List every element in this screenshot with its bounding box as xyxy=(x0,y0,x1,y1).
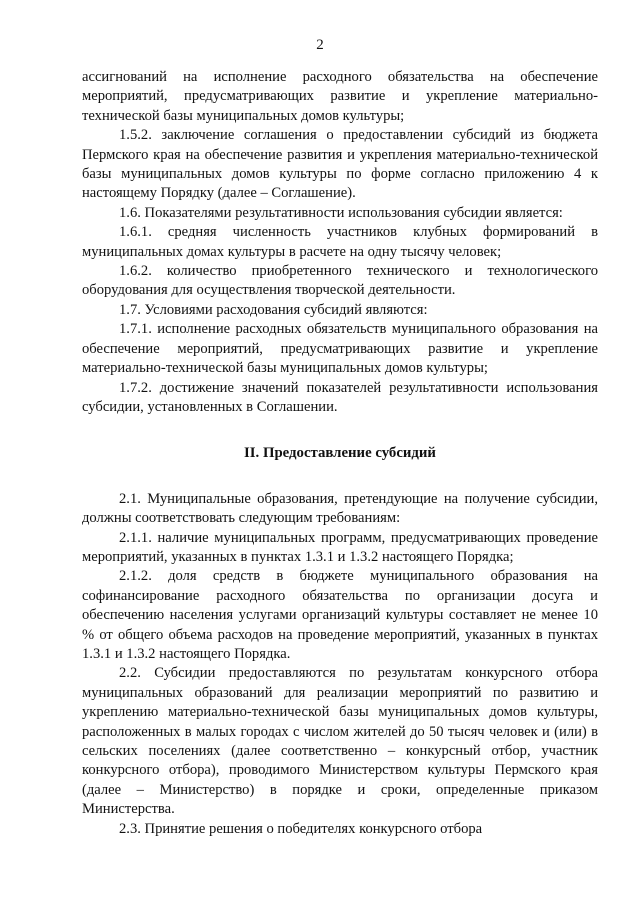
paragraph-0: ассигнований на исполнение расходного обязательства на обеспечение мероприятий, предусматривающих развитие и укрепление материально-технической базы муниципальных домов культуры; xyxy=(82,69,598,124)
section-heading: II. Предоставление субсидий xyxy=(244,445,436,462)
paragraph-1-7-2: 1.7.2. достижение значений показателей результативности использования субсидии, установленных в Соглашении. xyxy=(82,379,598,415)
paragraph-2-1-1: 2.1.1. наличие муниципальных программ, предусматривающих проведение мероприятий, указанных в пунктах 1.3.1 и 1.3.2 настоящего Порядка; xyxy=(82,529,598,565)
paragraph-1-5-2: 1.5.2. заключение соглашения о предоставлении субсидий из бюджета Пермского края на обеспечение развития и укрепления материально-технической базы муниципальных домов культуры по форме согласно приложению 4 к настоящему Порядку (далее – Соглашение). xyxy=(82,127,598,202)
paragraph-1-6-2: 1.6.2. количество приобретенного технического и технологического оборудования для осуществления творческой деятельности. xyxy=(82,263,598,299)
paragraph-1-7-1: 1.7.1. исполнение расходных обязательств муниципального образования на обеспечение мероприятий, предусматривающих развитие и укрепление материально-технической базы муниципальных домов культуры; xyxy=(82,321,598,377)
paragraph-2-1: 2.1. Муниципальные образования, претендующие на получение субсидии, должны соответствовать следующим требованиям: xyxy=(82,490,598,527)
document-body xyxy=(82,68,598,839)
paragraph-1-6-1: 1.6.1. средняя численность участников клубных формирований в муниципальных домах культуры в расчете на одну тысячу человек; xyxy=(82,224,598,260)
paragraph-2-3: 2.3. Принятие решения о победителях конкурсного отбора xyxy=(119,820,483,837)
paragraph-1-7: 1.7. Условиями расходования субсидий являются: xyxy=(119,301,428,318)
paragraph-2-1-2: 2.1.2. доля средств в бюджете муниципального образования на софинансирование расходного обязательства по организации досуга и обеспечению населения услугами организаций культуры составляет не менее 10 % от общего объема расходов на проведение мероприятий, указанных в пунктах 1.3.1 и 1.3.2 настоящего Порядка. xyxy=(82,568,598,662)
paragraph-2-2: 2.2. Субсидии предоставляются по результатам конкурсного отбора муниципальных образований для реализации мероприятий по развитию и укреплению материально-технической базы муниципальных домов культуры, расположенных в малых городах с числом жителей до 50 тысяч человек и (или) в сельских поселениях (далее соответственно – конкурсный отбор, участник конкурсного отбора), проводимого Министерством культуры Пермского края (далее – Министерство) в порядке и сроки, определенные приказом Министерства. xyxy=(82,665,598,818)
paragraph-1-6: 1.6. Показателями результативности использования субсидии является: xyxy=(119,204,563,221)
page-number: 2 xyxy=(316,37,324,53)
